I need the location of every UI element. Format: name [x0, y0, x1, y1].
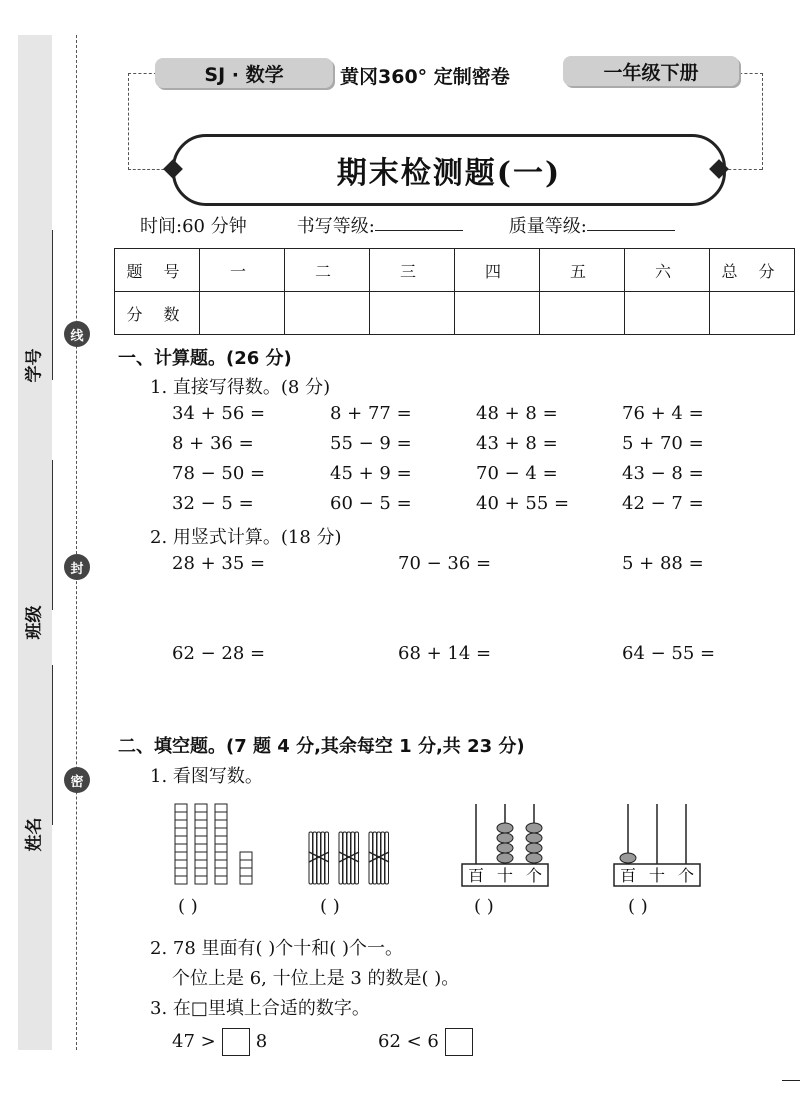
abacus-bead: [497, 823, 513, 833]
score-cell[interactable]: [285, 292, 370, 335]
calc-item: 48 + 8 =: [476, 403, 558, 424]
calc-item: 5 + 70 =: [622, 433, 704, 454]
one-cube: [240, 852, 252, 860]
tens-rods: [175, 804, 227, 884]
calc-item: 43 − 8 =: [622, 463, 704, 484]
student-id-line: [52, 230, 53, 380]
compare-a-right: 8: [255, 1031, 268, 1052]
calc-item: 76 + 4 =: [622, 403, 704, 424]
one-cube: [240, 868, 252, 876]
score-header-cell: 五: [540, 249, 625, 292]
ten-rod: [175, 804, 187, 884]
score-header-cell: 总 分: [710, 249, 795, 292]
compare-item-a: [172, 1028, 267, 1056]
abacus-1-rods: [476, 804, 542, 864]
class-line: [52, 460, 53, 610]
abacus-bead: [620, 853, 636, 863]
calc-item: 60 − 5 =: [330, 493, 412, 514]
vertical-calc-item: 68 + 14 =: [398, 643, 492, 664]
s2-q2-line1: 2. 78 里面有( )个十和( )个一。: [150, 938, 404, 959]
score-header-cell: 题 号: [115, 249, 200, 292]
answer-blank-3[interactable]: ( ): [474, 896, 494, 917]
abacus-bead: [526, 823, 542, 833]
score-cell[interactable]: [625, 292, 710, 335]
exam-meta: [140, 212, 675, 238]
compare-a-left: 47 >: [172, 1031, 216, 1052]
vertical-calc-item: 5 + 88 =: [622, 553, 704, 574]
score-header-cell: 二: [285, 249, 370, 292]
header-dash-left: [128, 73, 157, 170]
calc-item: 70 − 4 =: [476, 463, 558, 484]
abacus-figure-1: [460, 800, 552, 890]
digit-box[interactable]: [222, 1028, 250, 1056]
header-dash-right: [734, 73, 763, 170]
compare-item-b: [378, 1028, 479, 1056]
seal-secret-mark: 密: [64, 767, 90, 793]
score-value-row: [115, 292, 795, 335]
score-header-cell: 四: [455, 249, 540, 292]
score-row-label: 分 数: [115, 292, 200, 335]
abacus-label-hundreds: 百: [467, 866, 485, 885]
section1-heading: 一、计算题。(26 分): [118, 348, 292, 369]
seal-seal-mark: 封: [64, 554, 90, 580]
grade-badge: 一年级下册: [563, 56, 739, 86]
base-ten-blocks-figure: [170, 800, 260, 888]
page-title: 期末检测题(一): [336, 156, 562, 191]
writing-grade-blank[interactable]: [375, 212, 463, 231]
cut-line: [76, 35, 77, 1050]
ten-rod: [215, 804, 227, 884]
score-table: [114, 248, 795, 335]
score-header-cell: 六: [625, 249, 710, 292]
binding-strip: [18, 35, 52, 1050]
one-cube: [240, 876, 252, 884]
answer-blank-2[interactable]: ( ): [320, 896, 340, 917]
student-id-label: 学号: [24, 348, 45, 383]
calc-item: 34 + 56 =: [172, 403, 266, 424]
score-header-cell: 三: [370, 249, 455, 292]
subject-badge: SJ · 数学: [155, 58, 333, 88]
time-label: 时间:60 分钟: [140, 216, 247, 237]
section2-heading: 二、填空题。(7 题 4 分,其余每空 1 分,共 23 分): [118, 736, 525, 757]
vertical-calc-item: 62 − 28 =: [172, 643, 266, 664]
score-cell[interactable]: [455, 292, 540, 335]
seal-line-mark: 线: [64, 321, 90, 347]
s2-q2-line2: 个位上是 6, 十位上是 3 的数是( )。: [172, 968, 460, 989]
calc-item: 43 + 8 =: [476, 433, 558, 454]
abacus-bead: [526, 853, 542, 863]
answer-blank-4[interactable]: ( ): [628, 896, 648, 917]
calc-item: 78 − 50 =: [172, 463, 266, 484]
score-cell[interactable]: [710, 292, 795, 335]
q2-label: 2. 用竖式计算。(18 分): [150, 527, 342, 548]
abacus-bead: [526, 833, 542, 843]
abacus-label-hundreds: 百: [619, 866, 637, 885]
abacus-bead: [497, 843, 513, 853]
abacus-label-tens: 十: [648, 866, 666, 885]
brand-text: 黄冈360° 定制密卷: [340, 66, 510, 88]
name-line: [52, 665, 53, 825]
stick-bundle: [339, 832, 359, 884]
stick-bundle: [369, 832, 389, 884]
score-cell[interactable]: [370, 292, 455, 335]
score-header-row: [115, 249, 795, 292]
vertical-calc-item: 64 − 55 =: [622, 643, 716, 664]
calc-item: 42 − 7 =: [622, 493, 704, 514]
one-cube: [240, 860, 252, 868]
quality-grade-label: 质量等级:: [508, 216, 587, 237]
compare-b-left: 62 < 6: [378, 1031, 439, 1052]
q1-label: 1. 直接写得数。(8 分): [150, 377, 331, 398]
abacus-bead: [497, 853, 513, 863]
calc-item: 8 + 77 =: [330, 403, 412, 424]
stick-bundles-figure: [305, 828, 400, 888]
digit-box[interactable]: [445, 1028, 473, 1056]
s2-q3-label: 3. 在□里填上合适的数字。: [150, 998, 370, 1019]
page-edge-mark: [782, 1080, 800, 1081]
abacus-label-ones: 个: [525, 866, 543, 885]
calc-item: 32 − 5 =: [172, 493, 254, 514]
writing-grade-label: 书写等级:: [296, 216, 375, 237]
abacus-figure-2: [612, 800, 704, 890]
calc-item: 45 + 9 =: [330, 463, 412, 484]
name-label: 姓名: [24, 817, 45, 852]
vertical-calc-item: 70 − 36 =: [398, 553, 492, 574]
abacus-label-ones: 个: [677, 866, 695, 885]
ten-rod: [195, 804, 207, 884]
abacus-bead: [497, 833, 513, 843]
abacus-bead: [526, 843, 542, 853]
class-label: 班级: [24, 605, 45, 640]
answer-blank-1[interactable]: ( ): [178, 896, 198, 917]
s2-q1-label: 1. 看图写数。: [150, 766, 263, 787]
title-banner: [172, 134, 726, 206]
calc-item: 55 − 9 =: [330, 433, 412, 454]
ones-cubes: [240, 852, 252, 884]
abacus-2-rods: [620, 804, 686, 864]
calc-item: 40 + 55 =: [476, 493, 570, 514]
score-header-cell: 一: [200, 249, 285, 292]
vertical-calc-item: 28 + 35 =: [172, 553, 266, 574]
score-cell[interactable]: [200, 292, 285, 335]
calc-item: 8 + 36 =: [172, 433, 254, 454]
score-cell[interactable]: [540, 292, 625, 335]
abacus-label-tens: 十: [496, 866, 514, 885]
stick-bundle: [309, 832, 329, 884]
bundles: [309, 832, 389, 884]
quality-grade-blank[interactable]: [587, 212, 675, 231]
